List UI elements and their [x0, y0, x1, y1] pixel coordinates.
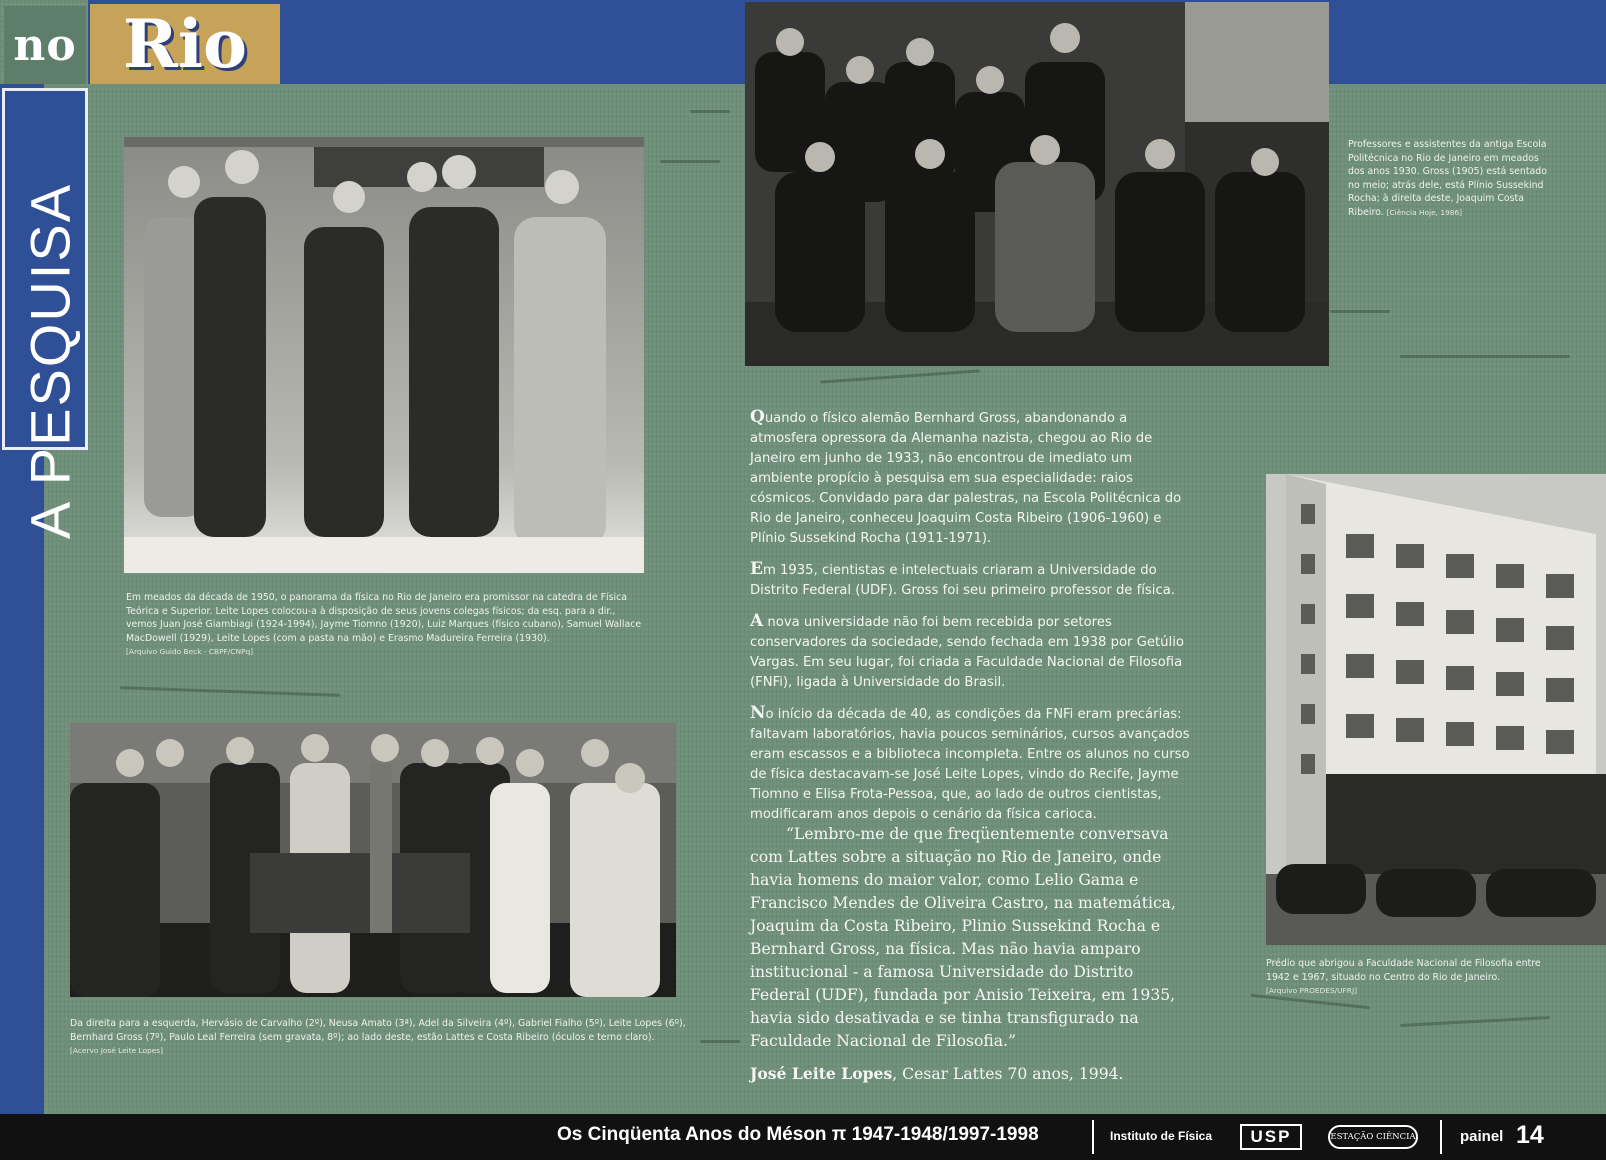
estacao-ciencia-logo: ESTAÇÃO CIÊNCIA [1328, 1125, 1418, 1149]
decor-scribble [1330, 310, 1390, 313]
footer-divider [1440, 1120, 1442, 1154]
photo-fnfi-building [1266, 474, 1606, 945]
footer-bar [0, 1114, 1606, 1160]
paragraph-text: nova universidade não foi bem recebida por setores conservadores da sociedade, sendo fechada em 1938 por Getúlio Vargas. Em seu lugar, foi criada a Faculdade Nacional de Filosofia (FNFi), ligada à Universidade do Brasil. [750, 615, 1184, 690]
decor-scribble [700, 1040, 740, 1043]
paragraph-text: o início da década de 40, as condições da FNFi eram precárias: faltavam laboratórios, havia poucos seminários, cursos avançados eram escassos e a biblioteca incompleta. Entre os alunos no curso de física destacavam-se José Leite Lopes, vindo do Recife, Jayme Tiomno e Elisa Frota-Pessoa, que, ao lado de outros cientistas, modificaram anos depois o cenário da física carioca. [750, 707, 1190, 822]
painel-label: painel [1460, 1128, 1504, 1145]
caption-politecnica-professors [1348, 138, 1548, 220]
photo-credit: [Arquivo Guido Beck - CBPF/CNPq] [126, 647, 254, 657]
drop-cap: A [750, 611, 764, 631]
photo-laboratory-group [70, 723, 676, 997]
footer-title: Os Cinqüenta Anos do Méson π 1947-1948/1997-1998 [557, 1124, 1039, 1145]
quote-reference: , Cesar Lattes 70 anos, 1994. [892, 1065, 1124, 1083]
photo-credit: [Ciência Hoje, 1986] [1386, 207, 1463, 217]
usp-logo: USP [1240, 1124, 1302, 1150]
caption-text: Em meados da década de 1950, o panorama da física no Rio de Janeiro era promissor na catedra de Física Teórica e Superior. Leite Lopes colocou-a à disposição de seus jovens colegas físicos; da esq. para a dir., vemos Juan José Giambiagi (1924-1994), Jayme Tiomno (1920), Luiz Marques (físico cubano), Samuel Wallace MacDowell (1929), Leite Lopes (com a pasta na mão) e Erasmo Madureira Ferreira (1930). [126, 592, 642, 644]
drop-cap: N [750, 703, 766, 723]
drop-cap: Q [750, 407, 765, 427]
quote-source [750, 1064, 1124, 1083]
drop-cap: E [750, 559, 763, 579]
quote-author: José Leite Lopes [750, 1064, 893, 1083]
paragraph-text: m 1935, cientistas e intelectuais criaram a Universidade do Distrito Federal (UDF). Gross foi seu primeiro professor de física. [750, 563, 1175, 598]
decor-scribble [690, 110, 730, 113]
article-paragraph [750, 611, 1192, 693]
caption-fnfi-building [1266, 957, 1566, 998]
article-body [750, 407, 1192, 835]
caption-text: Professores e assistentes da antiga Escola Politécnica no Rio de Janeiro em meados dos anos 1930. Gross (1905) está sentado no meio; atrás dele, está Plínio Sussekind Rocha; à direita deste, Joaquim Costa Ribeiro. [1348, 139, 1547, 218]
article-paragraph [750, 407, 1192, 549]
decor-scribble [1400, 355, 1570, 358]
title-rio: Rio [90, 4, 280, 84]
title-vertical: A PESQUISA [18, 182, 82, 540]
title-vertical-box [2, 88, 88, 540]
caption-young-physicists [126, 591, 646, 659]
footer-divider [1092, 1120, 1094, 1154]
article-paragraph [750, 559, 1192, 601]
paragraph-text: uando o físico alemão Bernhard Gross, abandonando a atmosfera opressora da Alemanha nazista, chegou ao Rio de Janeiro em junho de 1933, não encontrou de imediato um ambiente propício à pesquisa em sua especialidade: raios cósmicos. Convidado para dar palestras, na Escola Politécnica do Rio de Janeiro, conheceu Joaquim Costa Ribeiro (1906-1960) e Plínio Sussekind Rocha (1911-1971). [750, 411, 1182, 546]
painel-number: 14 [1516, 1121, 1544, 1149]
decor-scribble [660, 160, 720, 163]
photo-credit: [Arquivo PROEDES/UFRJ] [1266, 986, 1358, 996]
title-no: no [4, 6, 86, 84]
photo-credit: [Acervo José Leite Lopes] [70, 1046, 164, 1056]
caption-text: Prédio que abrigou a Faculdade Nacional de Filosofia entre 1942 e 1967, situado no Centro do Rio de Janeiro. [1266, 958, 1541, 983]
caption-laboratory-group [70, 1017, 690, 1058]
footer-institute: Instituto de Física [1110, 1129, 1213, 1143]
quote-text: “Lembro-me de que freqüentemente conversava com Lattes sobre a situação no Rio de Janeiro, onde havia homens do maior valor, como Lelio Gama e Francisco Mendes de Oliveira Castro, na matemática, Joaquim da Costa Ribeiro, Plinio Sussekind Rocha e Bernhard Gross, na física. Mas não havia amparo institucional - a famosa Universidade do Distrito Federal (UDF), fundada por Anisio Teixeira, em 1935, havia sido desativada e se tinha transfigurado na Faculdade Nacional de Filosofia.” [750, 825, 1176, 1050]
caption-text: Da direita para a esquerda, Hervásio de Carvalho (2º), Neusa Amato (3ª), Adel da Silveira (4º), Gabriel Fialho (5º), Leite Lopes (6º), Bernhard Gross (7º), Paulo Leal Ferreira (sem gravata, 8º); ao lado deste, estão Lattes e Costa Ribeiro (óculos e terno claro). [70, 1018, 686, 1043]
article-paragraph [750, 703, 1192, 825]
photo-young-physicists [124, 137, 644, 573]
photo-politecnica-professors [745, 2, 1329, 366]
